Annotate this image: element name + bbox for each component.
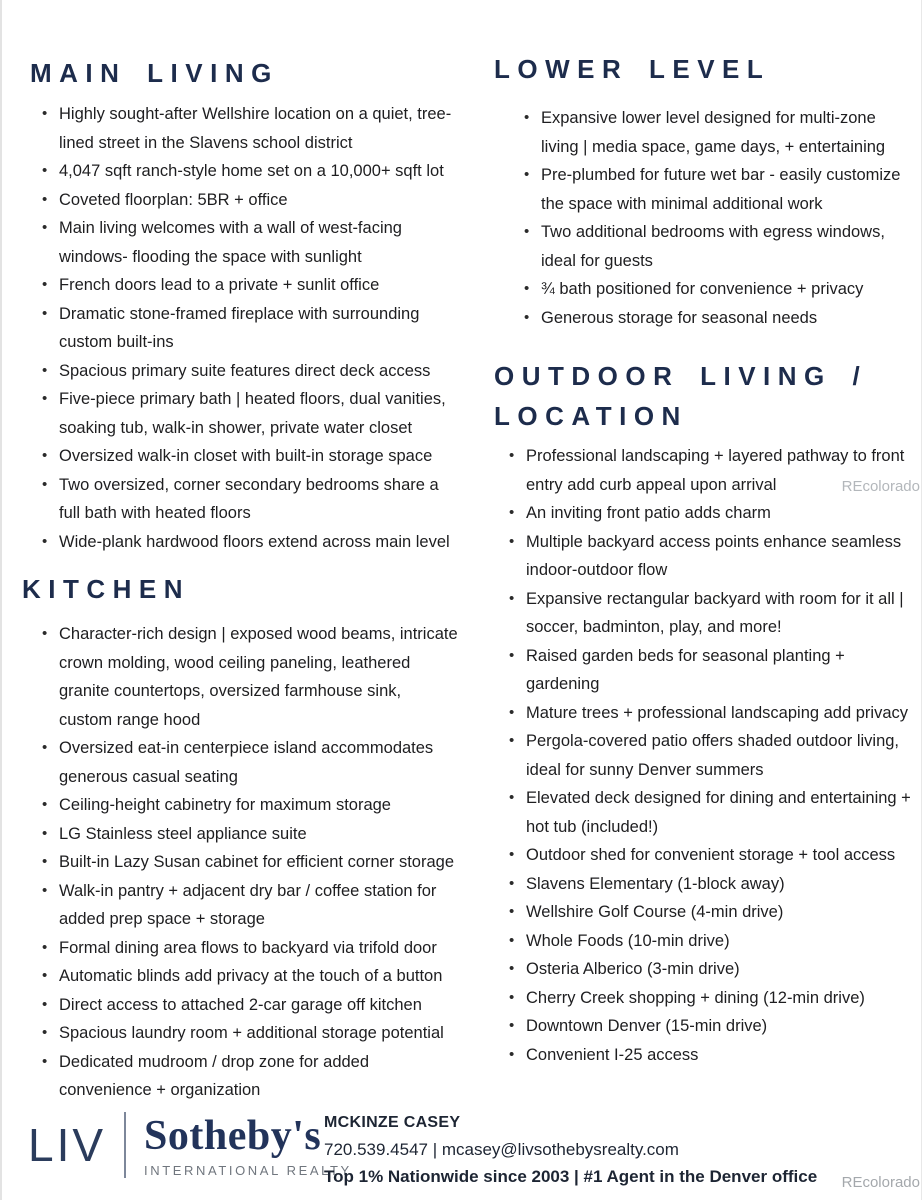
list-item: • Generous storage for seasonal needs bbox=[524, 304, 910, 333]
list-item: • Mature trees + professional landscaping add privacy bbox=[509, 699, 911, 728]
list-item: • Spacious primary suite features direct deck access bbox=[42, 357, 458, 386]
list-item: • Five-piece primary bath | heated floors, dual vanities, soaking tub, walk-in shower, private water closet bbox=[42, 385, 458, 442]
outdoor-living-list bbox=[494, 442, 911, 1069]
list-item: • Downtown Denver (15-min drive) bbox=[509, 1012, 911, 1041]
list-item: • Coveted floorplan: 5BR + office bbox=[42, 186, 458, 215]
list-item: • Multiple backyard access points enhance seamless indoor-outdoor flow bbox=[509, 528, 911, 585]
list-item: • Two oversized, corner secondary bedrooms share a full bath with heated floors bbox=[42, 471, 458, 528]
list-item: • LG Stainless steel appliance suite bbox=[42, 820, 458, 849]
list-item: • Professional landscaping + layered pathway to front entry add curb appeal upon arrival bbox=[509, 442, 911, 499]
list-item: • Osteria Alberico (3-min drive) bbox=[509, 955, 911, 984]
list-item: • Built-in Lazy Susan cabinet for efficient corner storage bbox=[42, 848, 458, 877]
list-item: • Pergola-covered patio offers shaded outdoor living, ideal for sunny Denver summers bbox=[509, 727, 911, 784]
list-item: • Elevated deck designed for dining and entertaining + hot tub (included!) bbox=[509, 784, 911, 841]
list-item: • Convenient I-25 access bbox=[509, 1041, 911, 1070]
footer bbox=[2, 1106, 922, 1200]
kitchen-list bbox=[22, 620, 458, 1105]
list-item: • Ceiling-height cabinetry for maximum storage bbox=[42, 791, 458, 820]
list-item: • Expansive rectangular backyard with room for it all | soccer, badminton, play, and more! bbox=[509, 585, 911, 642]
list-item: • Dedicated mudroom / drop zone for added convenience + organization bbox=[42, 1048, 458, 1105]
list-item: • Wide-plank hardwood floors extend across main level bbox=[42, 528, 458, 557]
sothebys-wordmark: Sotheby's bbox=[144, 1112, 322, 1159]
list-item: • ¾ bath positioned for convenience + privacy bbox=[524, 275, 910, 304]
sothebys-logo-block bbox=[144, 1113, 352, 1178]
list-item: • Oversized eat-in centerpiece island accommodates generous casual seating bbox=[42, 734, 458, 791]
list-item: • Direct access to attached 2-car garage off kitchen bbox=[42, 991, 458, 1020]
list-item: • Slavens Elementary (1-block away) bbox=[509, 870, 911, 899]
lower-level-list bbox=[494, 104, 910, 332]
logo-divider bbox=[124, 1112, 126, 1178]
main-living-list bbox=[22, 100, 458, 556]
list-item: • French doors lead to a private + sunlit office bbox=[42, 271, 458, 300]
list-item: • Cherry Creek shopping + dining (12-min drive) bbox=[509, 984, 911, 1013]
list-item: • Raised garden beds for seasonal planting + gardening bbox=[509, 642, 911, 699]
right-column bbox=[494, 52, 912, 1069]
international-realty-label: INTERNATIONAL REALTY bbox=[144, 1162, 352, 1178]
agent-info bbox=[324, 1110, 817, 1190]
list-item: • An inviting front patio adds charm bbox=[509, 499, 911, 528]
list-item: • Spacious laundry room + additional storage potential bbox=[42, 1019, 458, 1048]
list-item: • Automatic blinds add privacy at the touch of a button bbox=[42, 962, 458, 991]
section-title-lower-level: LOWER LEVEL bbox=[494, 54, 771, 84]
agent-name: MCKINZE CASEY bbox=[324, 1114, 461, 1131]
agent-tagline: Top 1% Nationwide since 2003 | #1 Agent in the Denver office bbox=[324, 1167, 818, 1186]
list-item: • Whole Foods (10-min drive) bbox=[509, 927, 911, 956]
section-title-kitchen: KITCHEN bbox=[22, 574, 191, 604]
list-item: • Main living welcomes with a wall of west-facing windows- flooding the space with sunlight bbox=[42, 214, 458, 271]
list-item: • Pre-plumbed for future wet bar - easily customize the space with minimal additional work bbox=[524, 161, 910, 218]
brand-logo bbox=[28, 1112, 352, 1178]
list-item: • Walk-in pantry + adjacent dry bar / coffee station for added prep space + storage bbox=[42, 877, 458, 934]
agent-contact: 720.539.4547 | mcasey@livsothebysrealty.com bbox=[324, 1140, 679, 1159]
list-item: • Wellshire Golf Course (4-min drive) bbox=[509, 898, 911, 927]
recolorado-watermark-mid: REcolorado bbox=[841, 478, 920, 495]
section-title-outdoor-living-location: OUTDOOR LIVING / LOCATION bbox=[494, 361, 868, 431]
list-item: • Outdoor shed for convenient storage + tool access bbox=[509, 841, 911, 870]
list-item: • 4,047 sqft ranch-style home set on a 10,000+ sqft lot bbox=[42, 157, 458, 186]
list-item: • Oversized walk-in closet with built-in storage space bbox=[42, 442, 458, 471]
section-title-main-living: MAIN LIVING bbox=[30, 58, 279, 88]
left-column bbox=[22, 56, 458, 1105]
list-item: • Highly sought-after Wellshire location on a quiet, tree-lined street in the Slavens school district bbox=[42, 100, 458, 157]
list-item: • Expansive lower level designed for multi-zone living | media space, game days, + entertaining bbox=[524, 104, 910, 161]
recolorado-watermark-bottom: REcolorado bbox=[841, 1174, 920, 1191]
list-item: • Character-rich design | exposed wood beams, intricate crown molding, wood ceiling paneling, leathered granite countertops, oversized farmhouse sink, custom range hood bbox=[42, 620, 458, 734]
list-item: • Dramatic stone-framed fireplace with surrounding custom built-ins bbox=[42, 300, 458, 357]
liv-wordmark: LIV bbox=[28, 1119, 107, 1171]
list-item: • Formal dining area flows to backyard via trifold door bbox=[42, 934, 458, 963]
list-item: • Two additional bedrooms with egress windows, ideal for guests bbox=[524, 218, 910, 275]
